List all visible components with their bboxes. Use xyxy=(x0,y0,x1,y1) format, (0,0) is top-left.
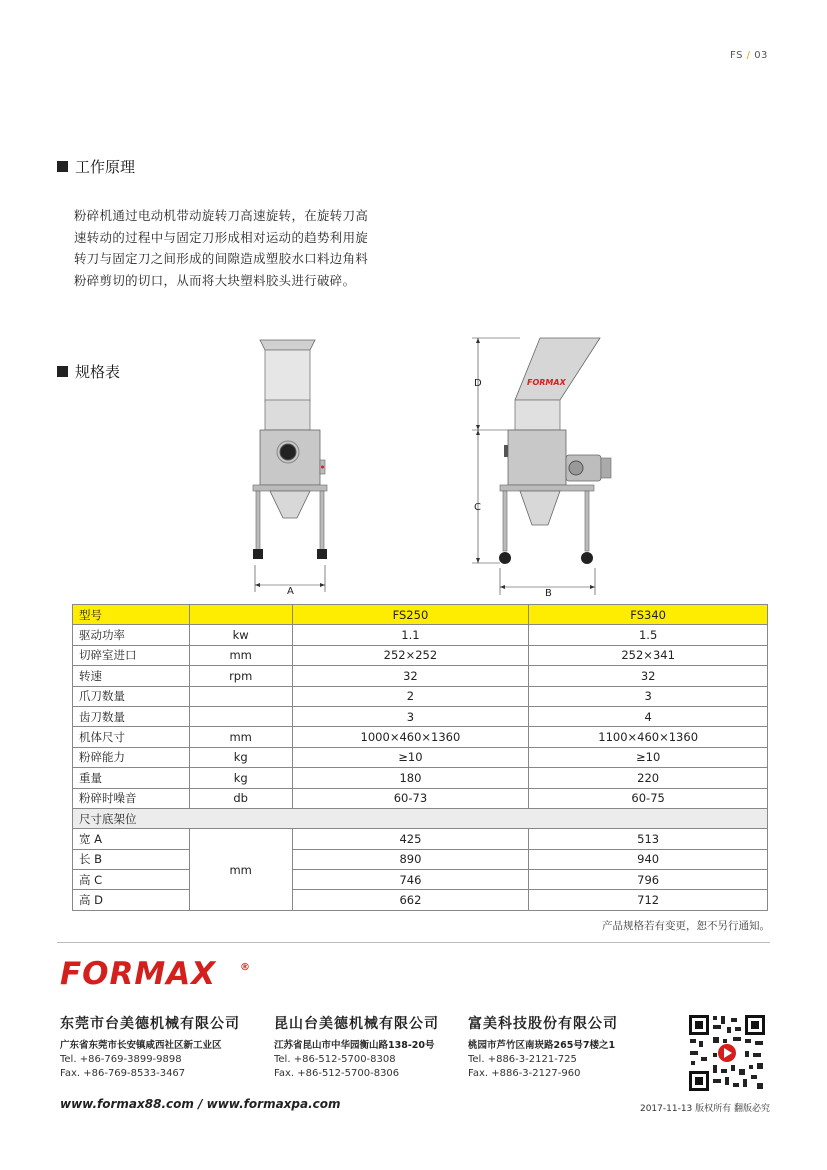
company-fax: Fax. +886-3-2127-960 xyxy=(468,1068,581,1079)
table-cell: 513 xyxy=(529,829,768,849)
principle-heading xyxy=(57,156,135,177)
spec-heading xyxy=(57,361,120,382)
table-row xyxy=(73,890,768,910)
table-cell: 1100×460×1360 xyxy=(529,727,768,747)
page-slash: / xyxy=(746,50,751,61)
table-cell: 高 D xyxy=(73,890,190,910)
company-name: 东莞市台美德机械有限公司 xyxy=(60,1016,240,1032)
company-info-kunshan xyxy=(274,1013,439,1079)
heading-square-icon xyxy=(57,161,68,172)
table-subheader-cell: 尺寸底架位 xyxy=(73,808,768,828)
qr-code-icon xyxy=(687,1013,767,1093)
company-name: 富美科技股份有限公司 xyxy=(468,1016,618,1032)
table-cell: 32 xyxy=(529,666,768,686)
company-info-dongguan xyxy=(60,1013,240,1079)
table-cell: mm xyxy=(189,727,292,747)
table-cell: kw xyxy=(189,625,292,645)
table-row xyxy=(73,727,768,747)
table-row xyxy=(73,645,768,665)
registered-mark: ® xyxy=(240,962,250,973)
machine-brand-label: FORMAX xyxy=(527,378,566,387)
principle-heading-text: 工作原理 xyxy=(75,158,136,176)
table-cell: ≥10 xyxy=(529,747,768,767)
table-cell: 425 xyxy=(292,829,529,849)
table-cell: 粉碎能力 xyxy=(73,747,190,767)
table-cell: 高 C xyxy=(73,870,190,890)
table-cell: 940 xyxy=(529,849,768,869)
table-cell: 1000×460×1360 xyxy=(292,727,529,747)
table-header-cell: 型号 xyxy=(73,605,190,625)
table-row xyxy=(73,788,768,808)
company-address: 广东省东莞市长安镇咸西社区新工业区 xyxy=(60,1040,222,1051)
page-number xyxy=(730,50,768,61)
heading-square-icon xyxy=(57,366,68,377)
table-row xyxy=(73,829,768,849)
table-cell: 60-73 xyxy=(292,788,529,808)
table-row xyxy=(73,706,768,726)
company-tel: Tel. +86-769-3899-9898 xyxy=(60,1054,182,1065)
table-cell: db xyxy=(189,788,292,808)
table-header-row xyxy=(73,605,768,625)
table-row xyxy=(73,686,768,706)
company-tel: Tel. +886-3-2121-725 xyxy=(468,1054,577,1065)
table-cell: 转速 xyxy=(73,666,190,686)
table-row xyxy=(73,666,768,686)
table-cell: 890 xyxy=(292,849,529,869)
table-header-cell xyxy=(189,605,292,625)
table-unit-cell: mm xyxy=(189,829,292,911)
principle-paragraph xyxy=(74,205,409,291)
page-prefix: FS xyxy=(730,50,743,61)
company-fax: Fax. +86-769-8533-3467 xyxy=(60,1068,186,1079)
table-cell: 252×252 xyxy=(292,645,529,665)
table-row xyxy=(73,747,768,767)
copyright-text: 2017-11-13 版权所有 翻版必究 xyxy=(639,1104,770,1114)
table-cell: ≥10 xyxy=(292,747,529,767)
company-address: 江苏省昆山市中华园衡山路138-20号 xyxy=(274,1040,435,1051)
dimension-a-label: A xyxy=(287,586,294,597)
table-cell: 爪刀数量 xyxy=(73,686,190,706)
principle-line: 速转动的过程中与固定刀形成相对运动的趋势利用旋 xyxy=(74,229,369,245)
table-cell: kg xyxy=(189,768,292,788)
table-cell: 1.5 xyxy=(529,625,768,645)
table-cell xyxy=(189,686,292,706)
table-cell: mm xyxy=(189,645,292,665)
principle-line: 粉碎剪切的切口，从而将大块塑料胶头进行破碎。 xyxy=(74,272,356,288)
table-cell: 4 xyxy=(529,706,768,726)
table-cell: 252×341 xyxy=(529,645,768,665)
page-num: 03 xyxy=(754,50,768,61)
table-subheader-row xyxy=(73,808,768,828)
table-cell: 3 xyxy=(292,706,529,726)
table-cell: rpm xyxy=(189,666,292,686)
table-header-cell: FS250 xyxy=(292,605,529,625)
table-cell: 长 B xyxy=(73,849,190,869)
table-cell xyxy=(189,706,292,726)
table-cell: 重量 xyxy=(73,768,190,788)
company-fax: Fax. +86-512-5700-8306 xyxy=(274,1068,400,1079)
spec-table xyxy=(72,604,768,911)
table-header-cell: FS340 xyxy=(529,605,768,625)
table-row xyxy=(73,870,768,890)
company-tel: Tel. +86-512-5700-8308 xyxy=(274,1054,396,1065)
table-cell: 180 xyxy=(292,768,529,788)
table-cell: 驱动功率 xyxy=(73,625,190,645)
table-cell: 220 xyxy=(529,768,768,788)
principle-line: 粉碎机通过电动机带动旋转刀高速旋转，在旋转刀高 xyxy=(74,208,369,223)
table-cell: 粉碎时噪音 xyxy=(73,788,190,808)
table-cell: kg xyxy=(189,747,292,767)
company-name: 昆山台美德机械有限公司 xyxy=(274,1016,439,1032)
footer-divider xyxy=(57,942,770,943)
principle-line: 转刀与固定刀之间形成的间隙造成塑胶水口料边角料 xyxy=(74,251,369,266)
machine-front-view-drawing xyxy=(225,330,345,600)
company-address: 桃园市芦竹区南崁路265号7楼之1 xyxy=(468,1040,616,1051)
table-cell: 60-75 xyxy=(529,788,768,808)
dimension-c-label: C xyxy=(474,502,481,513)
table-cell: 切碎室进口 xyxy=(73,645,190,665)
table-cell: 机体尺寸 xyxy=(73,727,190,747)
table-cell: 32 xyxy=(292,666,529,686)
table-cell: 3 xyxy=(529,686,768,706)
table-cell: 662 xyxy=(292,890,529,910)
spec-footnote: 产品规格若有变更，恕不另行通知。 xyxy=(602,920,770,932)
table-row xyxy=(73,849,768,869)
spec-heading-text: 规格表 xyxy=(75,363,121,381)
formax-logo: FORMAX xyxy=(60,956,217,992)
machine-side-view-drawing xyxy=(460,330,635,600)
company-info-taoyuan xyxy=(468,1013,618,1079)
table-cell: 宽 A xyxy=(73,829,190,849)
table-cell: 796 xyxy=(529,870,768,890)
table-cell: 2 xyxy=(292,686,529,706)
table-cell: 712 xyxy=(529,890,768,910)
table-row xyxy=(73,768,768,788)
dimension-b-label: B xyxy=(545,588,552,599)
website-link[interactable]: www.formax88.com / www.formaxpa.com xyxy=(60,1097,341,1111)
table-cell: 746 xyxy=(292,870,529,890)
table-cell: 齿刀数量 xyxy=(73,706,190,726)
table-cell: 1.1 xyxy=(292,625,529,645)
dimension-d-label: D xyxy=(474,378,482,389)
table-row xyxy=(73,625,768,645)
